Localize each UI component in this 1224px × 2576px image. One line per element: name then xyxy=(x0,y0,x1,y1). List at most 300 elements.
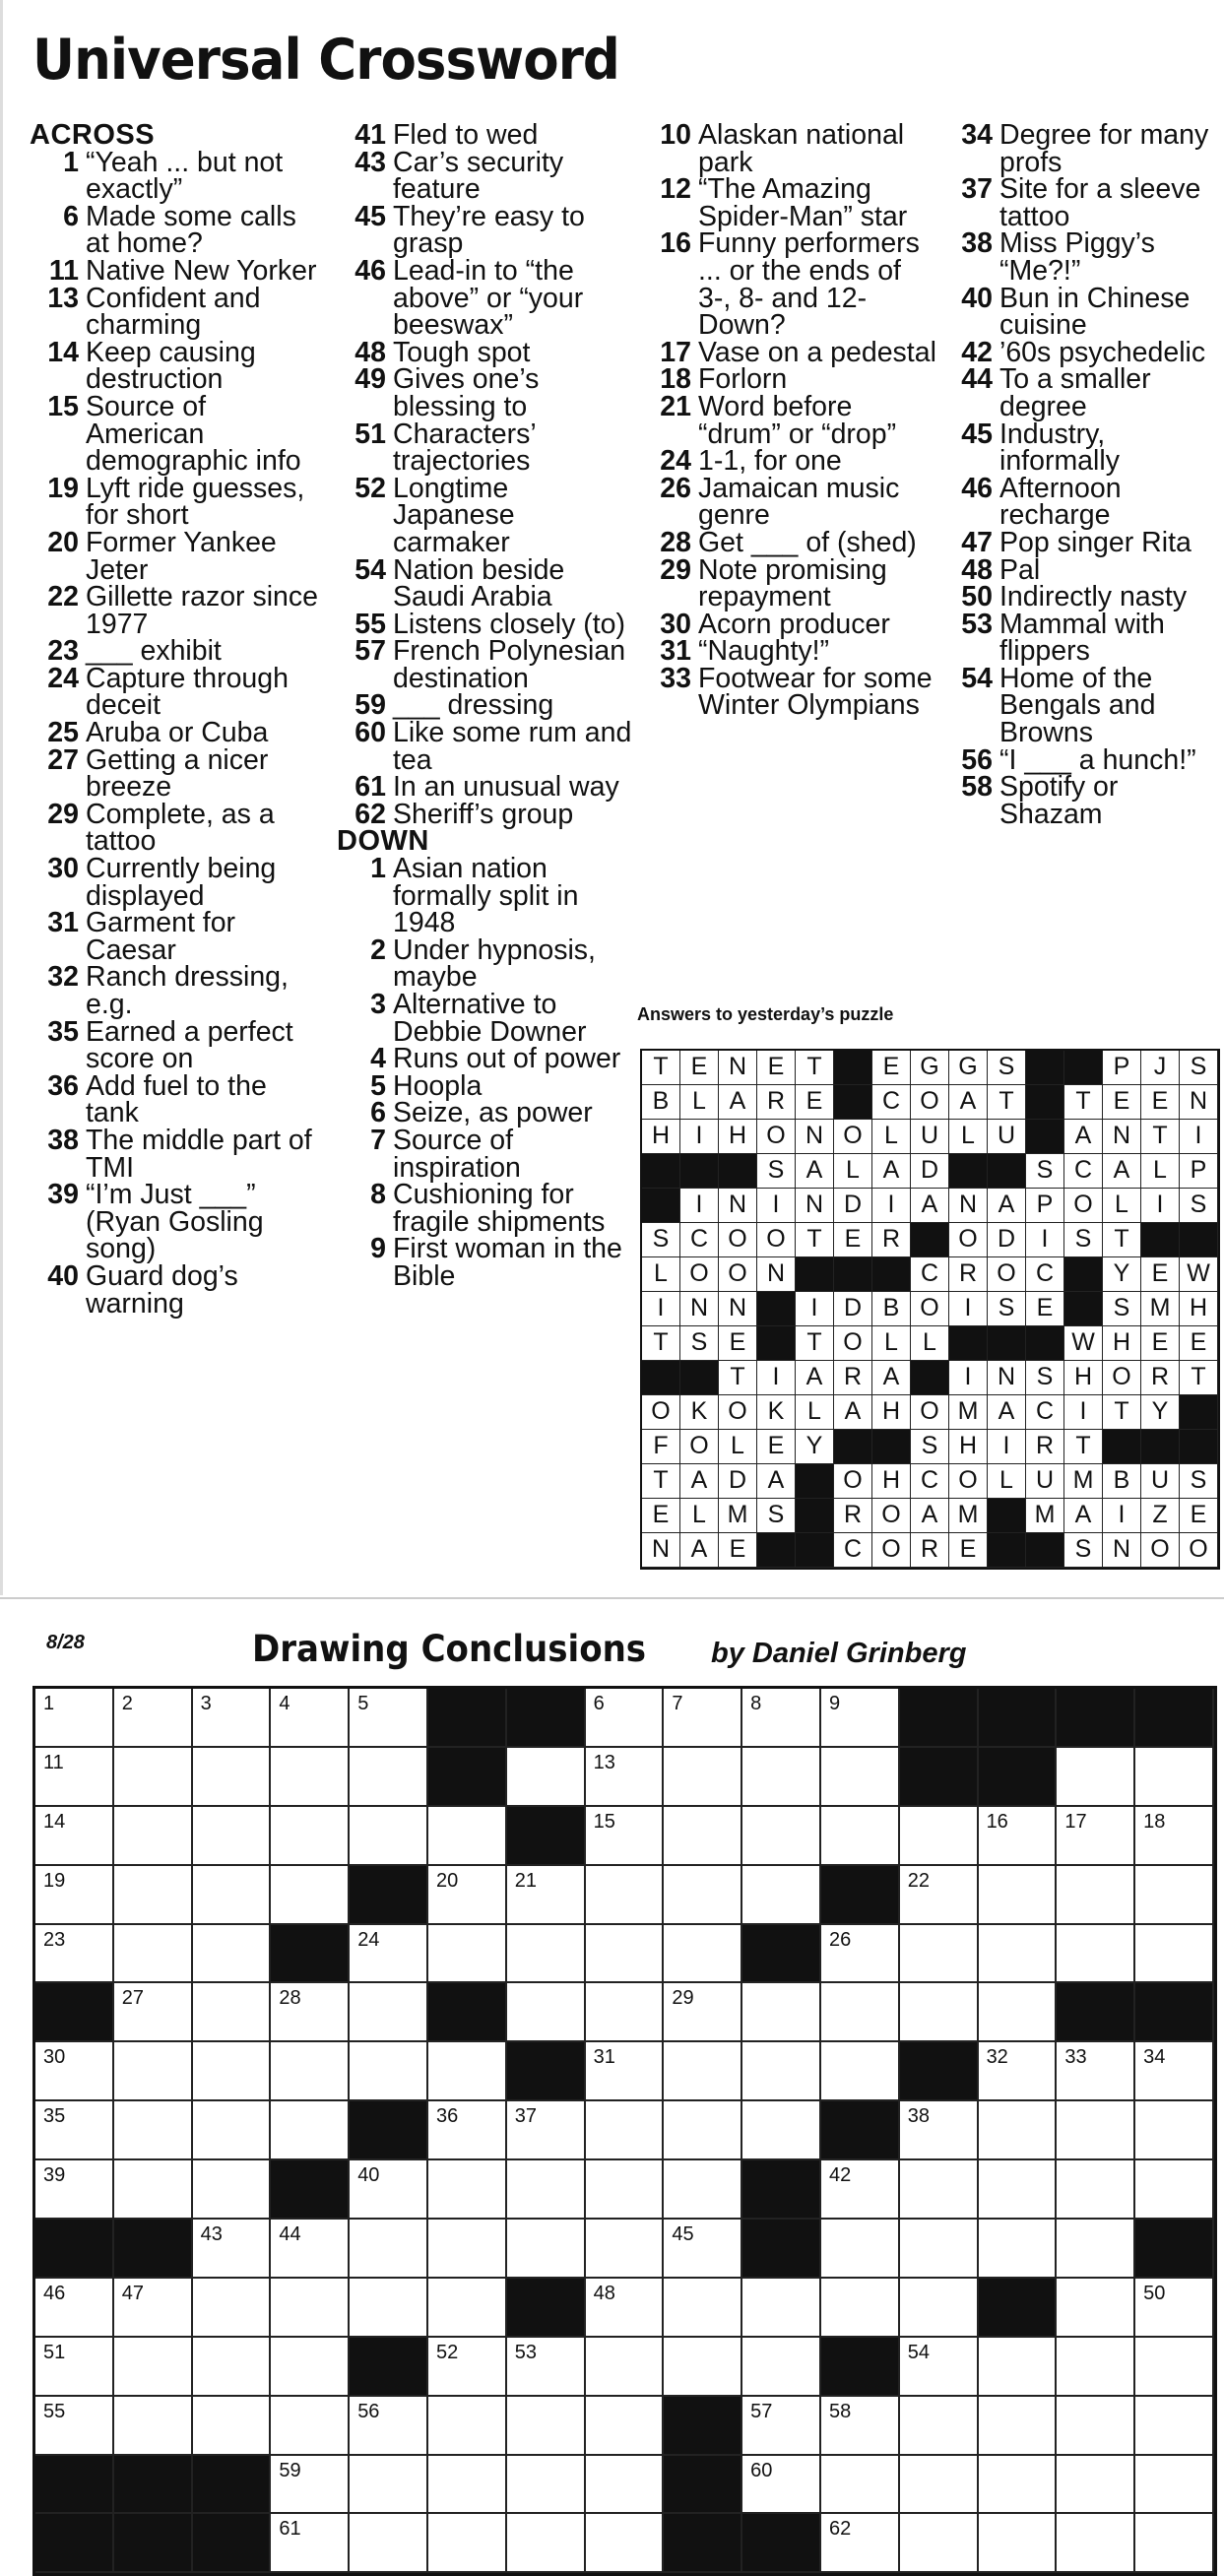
clue-item[interactable] xyxy=(943,553,1221,586)
grid-square[interactable] xyxy=(114,1983,193,2042)
clue-item[interactable] xyxy=(337,146,632,206)
grid-square[interactable] xyxy=(821,2220,900,2279)
grid-square[interactable] xyxy=(428,2338,507,2397)
clue-item[interactable] xyxy=(337,771,632,804)
grid-square[interactable] xyxy=(1135,1925,1214,1984)
grid-square[interactable] xyxy=(193,1807,272,1866)
black-square xyxy=(271,2160,350,2220)
clue-item[interactable] xyxy=(337,689,632,722)
clue-item[interactable] xyxy=(943,173,1221,232)
clue-item[interactable] xyxy=(642,472,937,532)
grid-square[interactable] xyxy=(507,2397,586,2456)
grid-square[interactable] xyxy=(193,1748,272,1807)
grid-square[interactable] xyxy=(900,2397,979,2456)
grid-square[interactable] xyxy=(507,2220,586,2279)
answer-letter: M xyxy=(1064,1464,1103,1499)
grid-square[interactable] xyxy=(586,2514,665,2573)
grid-square[interactable] xyxy=(900,1983,979,2042)
grid-square[interactable] xyxy=(586,1866,665,1925)
clue-item[interactable] xyxy=(642,119,937,178)
grid-square[interactable] xyxy=(821,2456,900,2515)
clue-item[interactable] xyxy=(30,1015,325,1075)
grid-square[interactable] xyxy=(114,1748,193,1807)
clue-item[interactable] xyxy=(337,1097,632,1129)
grid-square[interactable] xyxy=(507,2514,586,2573)
clue-item[interactable] xyxy=(337,1069,632,1102)
answer-black-square xyxy=(1026,1120,1064,1154)
grid-square[interactable] xyxy=(350,1983,428,2042)
grid-square[interactable] xyxy=(193,2042,272,2101)
grid-square[interactable] xyxy=(35,2397,114,2456)
clue-item[interactable] xyxy=(337,853,632,939)
grid-square[interactable] xyxy=(900,1807,979,1866)
clue-item[interactable] xyxy=(30,907,325,966)
clue-item[interactable] xyxy=(642,445,937,478)
grid-square[interactable] xyxy=(1135,2101,1214,2160)
grid-square[interactable] xyxy=(979,1866,1058,1925)
grid-square[interactable] xyxy=(271,2279,350,2338)
grid-square[interactable] xyxy=(900,2514,979,2573)
grid-square[interactable] xyxy=(821,2160,900,2220)
grid-square[interactable] xyxy=(1057,2456,1135,2515)
grid-square[interactable] xyxy=(35,1925,114,1984)
clue-item[interactable] xyxy=(30,853,325,912)
clue-item[interactable] xyxy=(337,989,632,1048)
grid-square[interactable] xyxy=(742,2042,821,2101)
grid-square[interactable] xyxy=(507,2160,586,2220)
grid-square[interactable] xyxy=(979,2397,1058,2456)
grid-square[interactable] xyxy=(586,1925,665,1984)
clue-item[interactable] xyxy=(943,363,1221,422)
clue-item[interactable] xyxy=(642,390,937,450)
clue-item[interactable] xyxy=(337,1043,632,1075)
grid-square[interactable] xyxy=(1057,2042,1135,2101)
clue-number: 25 xyxy=(47,717,79,749)
grid-square[interactable] xyxy=(350,2397,428,2456)
grid-square[interactable] xyxy=(742,2456,821,2515)
clue-item[interactable] xyxy=(30,581,325,640)
grid-square[interactable] xyxy=(1135,2160,1214,2220)
answer-letter: O xyxy=(834,1120,872,1154)
grid-square[interactable] xyxy=(900,2160,979,2220)
clue-number: 1 xyxy=(63,146,79,178)
grid-square[interactable] xyxy=(900,2338,979,2397)
grid-square[interactable] xyxy=(193,2397,272,2456)
grid-square[interactable] xyxy=(586,2397,665,2456)
clue-item[interactable] xyxy=(642,227,937,342)
grid-square[interactable] xyxy=(1135,1748,1214,1807)
grid-square[interactable] xyxy=(586,2279,665,2338)
grid-square[interactable] xyxy=(35,2042,114,2101)
grid-square[interactable] xyxy=(193,1983,272,2042)
clue-text: Degree for many profs xyxy=(999,119,1209,178)
clue-item[interactable] xyxy=(30,526,325,586)
clue-number: 24 xyxy=(47,662,79,694)
grid-square[interactable] xyxy=(114,2279,193,2338)
answer-letter: O xyxy=(719,1257,757,1292)
grid-square[interactable] xyxy=(114,2338,193,2397)
clue-item[interactable] xyxy=(30,146,325,206)
clue-item[interactable] xyxy=(30,390,325,478)
grid-square[interactable] xyxy=(664,2220,742,2279)
clue-item[interactable] xyxy=(943,336,1221,368)
black-square xyxy=(350,2101,428,2160)
grid-square[interactable] xyxy=(428,1925,507,1984)
grid-square[interactable] xyxy=(350,2514,428,2573)
clue-item[interactable] xyxy=(642,336,937,368)
grid-square[interactable] xyxy=(1057,1748,1135,1807)
grid-square[interactable] xyxy=(193,2279,272,2338)
grid-square[interactable] xyxy=(350,2456,428,2515)
grid-square[interactable] xyxy=(1057,1925,1135,1984)
clue-item[interactable] xyxy=(943,743,1221,776)
grid-square[interactable] xyxy=(586,1689,665,1748)
answer-black-square xyxy=(680,1361,719,1395)
clue-item[interactable] xyxy=(337,1124,632,1184)
grid-square[interactable] xyxy=(821,1748,900,1807)
clue-item[interactable] xyxy=(30,717,325,749)
clue-item[interactable] xyxy=(337,608,632,640)
grid-square[interactable] xyxy=(979,2338,1058,2397)
black-square xyxy=(664,2456,742,2515)
clue-item[interactable] xyxy=(337,635,632,694)
grid-square[interactable] xyxy=(586,2338,665,2397)
grid-square[interactable] xyxy=(350,2220,428,2279)
grid-square[interactable] xyxy=(586,2160,665,2220)
grid-square[interactable] xyxy=(664,1983,742,2042)
clue-item[interactable] xyxy=(337,200,632,260)
answer-letter: A xyxy=(988,1395,1026,1430)
grid-square[interactable] xyxy=(742,1689,821,1748)
grid-square[interactable] xyxy=(114,2397,193,2456)
grid-square[interactable] xyxy=(979,2456,1058,2515)
clue-item[interactable] xyxy=(30,282,325,342)
grid-square[interactable] xyxy=(507,2456,586,2515)
clue-item[interactable] xyxy=(943,418,1221,478)
grid-square[interactable] xyxy=(350,1925,428,1984)
grid-square[interactable] xyxy=(586,1748,665,1807)
clue-item[interactable] xyxy=(337,418,632,478)
grid-square[interactable] xyxy=(428,2514,507,2573)
puzzle-date: 8/28 xyxy=(46,1632,85,1653)
grid-square[interactable] xyxy=(1135,1866,1214,1925)
grid-square[interactable] xyxy=(428,1866,507,1925)
grid-square[interactable] xyxy=(664,1689,742,1748)
grid-square[interactable] xyxy=(114,1925,193,1984)
square-number: 19 xyxy=(43,1869,66,1892)
black-square xyxy=(664,2514,742,2573)
grid-square[interactable] xyxy=(507,1748,586,1807)
answer-letter: A xyxy=(949,1085,988,1120)
grid-square[interactable] xyxy=(350,2279,428,2338)
grid-square[interactable] xyxy=(742,2101,821,2160)
clue-text: “I’m Just ___” (Ryan Gosling song) xyxy=(86,1179,264,1265)
answer-letter: E xyxy=(834,1223,872,1257)
grid-square[interactable] xyxy=(586,2220,665,2279)
grid-square[interactable] xyxy=(1135,2397,1214,2456)
grid-square[interactable] xyxy=(664,1925,742,1984)
grid-square[interactable] xyxy=(979,1925,1058,1984)
grid-square[interactable] xyxy=(900,1866,979,1925)
grid-square[interactable] xyxy=(664,2101,742,2160)
clue-number: 15 xyxy=(47,390,79,422)
clue-item[interactable] xyxy=(642,526,937,558)
grid-square[interactable] xyxy=(271,2101,350,2160)
grid-square[interactable] xyxy=(193,2338,272,2397)
grid-square[interactable] xyxy=(271,1748,350,1807)
grid-square[interactable] xyxy=(428,2456,507,2515)
clue-item[interactable] xyxy=(943,662,1221,749)
grid-square[interactable] xyxy=(586,1807,665,1866)
grid-square[interactable] xyxy=(1057,2397,1135,2456)
grid-square[interactable] xyxy=(271,1866,350,1925)
grid-square[interactable] xyxy=(114,2101,193,2160)
grid-square[interactable] xyxy=(35,2338,114,2397)
grid-square[interactable] xyxy=(979,1983,1058,2042)
clue-item[interactable] xyxy=(30,1259,325,1320)
grid-square[interactable] xyxy=(193,1689,272,1748)
grid-square[interactable] xyxy=(428,2101,507,2160)
clue-item[interactable] xyxy=(943,581,1221,613)
grid-square[interactable] xyxy=(664,1807,742,1866)
grid-square[interactable] xyxy=(271,1983,350,2042)
crossword-grid[interactable] xyxy=(32,1686,1217,2576)
grid-square[interactable] xyxy=(979,2514,1058,2573)
grid-square[interactable] xyxy=(742,1807,821,1866)
clue-item[interactable] xyxy=(337,553,632,613)
clue-item[interactable] xyxy=(30,254,325,287)
clue-number: 13 xyxy=(47,282,79,314)
grid-square[interactable] xyxy=(350,1689,428,1748)
grid-square[interactable] xyxy=(742,2397,821,2456)
clue-item[interactable] xyxy=(943,526,1221,558)
grid-square[interactable] xyxy=(271,2042,350,2101)
clue-item[interactable] xyxy=(943,282,1221,342)
grid-square[interactable] xyxy=(821,2042,900,2101)
clue-item[interactable] xyxy=(30,336,325,396)
grid-square[interactable] xyxy=(271,2456,350,2515)
grid-square[interactable] xyxy=(742,2338,821,2397)
clue-item[interactable] xyxy=(642,662,937,722)
grid-square[interactable] xyxy=(193,1925,272,1984)
grid-square[interactable] xyxy=(114,2160,193,2220)
clue-item[interactable] xyxy=(30,798,325,858)
grid-square[interactable] xyxy=(428,2220,507,2279)
grid-square[interactable] xyxy=(821,1689,900,1748)
grid-square[interactable] xyxy=(35,2101,114,2160)
clue-item[interactable] xyxy=(943,119,1221,178)
grid-square[interactable] xyxy=(979,2042,1058,2101)
answer-letter: L xyxy=(949,1120,988,1154)
clue-item[interactable] xyxy=(642,608,937,640)
answer-letter: O xyxy=(949,1223,988,1257)
grid-square[interactable] xyxy=(1135,2456,1214,2515)
grid-square[interactable] xyxy=(114,1866,193,1925)
grid-square[interactable] xyxy=(1057,2160,1135,2220)
grid-square[interactable] xyxy=(821,2279,900,2338)
grid-square[interactable] xyxy=(979,2101,1058,2160)
clue-item[interactable] xyxy=(337,934,632,994)
clue-item[interactable] xyxy=(30,1069,325,1129)
grid-square[interactable] xyxy=(35,1807,114,1866)
grid-square[interactable] xyxy=(271,2514,350,2573)
grid-square[interactable] xyxy=(1057,2279,1135,2338)
clue-text: Gives one’s blessing to xyxy=(393,363,540,422)
clue-item[interactable] xyxy=(943,771,1221,830)
clue-item[interactable] xyxy=(30,1124,325,1184)
grid-square[interactable] xyxy=(507,1925,586,1984)
grid-square[interactable] xyxy=(664,1748,742,1807)
grid-square[interactable] xyxy=(742,1748,821,1807)
grid-square[interactable] xyxy=(271,2397,350,2456)
answer-letter: S xyxy=(1064,1223,1103,1257)
grid-square[interactable] xyxy=(193,2101,272,2160)
answer-letter: T xyxy=(1141,1120,1180,1154)
grid-square[interactable] xyxy=(114,1807,193,1866)
grid-square[interactable] xyxy=(979,2160,1058,2220)
grid-square[interactable] xyxy=(664,2338,742,2397)
clue-item[interactable] xyxy=(337,472,632,558)
grid-square[interactable] xyxy=(428,2160,507,2220)
grid-square[interactable] xyxy=(193,2220,272,2279)
grid-square[interactable] xyxy=(428,2279,507,2338)
grid-square[interactable] xyxy=(507,1983,586,2042)
clue-item[interactable] xyxy=(337,336,632,368)
grid-square[interactable] xyxy=(664,1866,742,1925)
grid-square[interactable] xyxy=(742,1983,821,2042)
answer-letter: N xyxy=(1103,1120,1141,1154)
clue-item[interactable] xyxy=(943,608,1221,668)
grid-square[interactable] xyxy=(193,2160,272,2220)
grid-square[interactable] xyxy=(979,2220,1058,2279)
grid-square[interactable] xyxy=(507,2101,586,2160)
grid-square[interactable] xyxy=(1057,2338,1135,2397)
clue-item[interactable] xyxy=(943,227,1221,287)
grid-square[interactable] xyxy=(350,1807,428,1866)
answer-black-square xyxy=(834,1051,872,1085)
grid-square[interactable] xyxy=(1057,2514,1135,2573)
grid-square[interactable] xyxy=(586,1983,665,2042)
grid-square[interactable] xyxy=(900,2456,979,2515)
clue-item[interactable] xyxy=(337,119,632,151)
grid-square[interactable] xyxy=(428,2042,507,2101)
grid-square[interactable] xyxy=(900,2279,979,2338)
grid-square[interactable] xyxy=(586,2101,665,2160)
grid-square[interactable] xyxy=(664,2042,742,2101)
grid-square[interactable] xyxy=(35,1689,114,1748)
clue-item[interactable] xyxy=(337,798,632,830)
grid-square[interactable] xyxy=(1135,1807,1214,1866)
clue-item[interactable] xyxy=(30,635,325,668)
grid-square[interactable] xyxy=(742,2279,821,2338)
grid-square[interactable] xyxy=(350,1748,428,1807)
grid-square[interactable] xyxy=(507,1866,586,1925)
clue-item[interactable] xyxy=(337,363,632,422)
grid-square[interactable] xyxy=(821,1983,900,2042)
grid-square[interactable] xyxy=(900,2220,979,2279)
grid-square[interactable] xyxy=(1057,1807,1135,1866)
clue-item[interactable] xyxy=(642,635,937,668)
grid-square[interactable] xyxy=(821,1807,900,1866)
grid-square[interactable] xyxy=(1135,2042,1214,2101)
grid-square[interactable] xyxy=(1057,2220,1135,2279)
grid-square[interactable] xyxy=(664,2279,742,2338)
grid-square[interactable] xyxy=(428,1807,507,1866)
clue-item[interactable] xyxy=(337,254,632,342)
clue-item[interactable] xyxy=(642,363,937,396)
grid-square[interactable] xyxy=(1135,2338,1214,2397)
grid-square[interactable] xyxy=(507,2338,586,2397)
grid-square[interactable] xyxy=(1135,2279,1214,2338)
answer-letter: H xyxy=(719,1120,757,1154)
grid-square[interactable] xyxy=(1057,1866,1135,1925)
clue-number: 53 xyxy=(961,608,993,640)
grid-square[interactable] xyxy=(35,2160,114,2220)
grid-square[interactable] xyxy=(1135,2514,1214,2573)
grid-square[interactable] xyxy=(350,2042,428,2101)
grid-square[interactable] xyxy=(193,1866,272,1925)
answer-letter: O xyxy=(1141,1533,1180,1568)
grid-square[interactable] xyxy=(821,2514,900,2573)
grid-square[interactable] xyxy=(742,1866,821,1925)
grid-square[interactable] xyxy=(114,1689,193,1748)
clue-text: ___ exhibit xyxy=(86,635,222,668)
grid-square[interactable] xyxy=(35,1866,114,1925)
clue-text: Under hypnosis, maybe xyxy=(393,934,596,994)
clue-item[interactable] xyxy=(30,662,325,722)
grid-square[interactable] xyxy=(900,2101,979,2160)
grid-square[interactable] xyxy=(35,2279,114,2338)
clue-number: 59 xyxy=(354,689,386,722)
grid-square[interactable] xyxy=(428,2397,507,2456)
grid-square[interactable] xyxy=(664,2160,742,2220)
clue-text: Word before “drum” or “drop” xyxy=(698,390,897,450)
grid-square[interactable] xyxy=(979,1807,1058,1866)
grid-square[interactable] xyxy=(35,1748,114,1807)
grid-square[interactable] xyxy=(586,2042,665,2101)
grid-square[interactable] xyxy=(271,1807,350,1866)
clue-item[interactable] xyxy=(337,1179,632,1238)
answer-black-square xyxy=(1180,1430,1218,1464)
clue-item[interactable] xyxy=(642,173,937,232)
grid-square[interactable] xyxy=(114,2042,193,2101)
grid-square[interactable] xyxy=(271,1689,350,1748)
clue-item[interactable] xyxy=(30,743,325,804)
clue-item[interactable] xyxy=(30,1179,325,1265)
grid-square[interactable] xyxy=(900,1925,979,1984)
grid-square[interactable] xyxy=(586,2456,665,2515)
answer-letter: O xyxy=(642,1395,680,1430)
answer-letter: A xyxy=(757,1464,796,1499)
clue-item[interactable] xyxy=(337,1233,632,1292)
clue-item[interactable] xyxy=(943,472,1221,532)
grid-square[interactable] xyxy=(1057,2101,1135,2160)
grid-square[interactable] xyxy=(271,2338,350,2397)
grid-square[interactable] xyxy=(271,2220,350,2279)
clue-item[interactable] xyxy=(337,717,632,776)
clue-item[interactable] xyxy=(642,553,937,613)
grid-square[interactable] xyxy=(350,2160,428,2220)
grid-square[interactable] xyxy=(821,2397,900,2456)
square-number: 37 xyxy=(514,2105,538,2128)
clue-item[interactable] xyxy=(30,472,325,532)
clue-number: 36 xyxy=(47,1069,79,1102)
clue-item[interactable] xyxy=(30,200,325,260)
black-square xyxy=(193,2514,272,2573)
grid-square[interactable] xyxy=(821,1925,900,1984)
answer-letter: I xyxy=(1064,1395,1103,1430)
clue-item[interactable] xyxy=(30,961,325,1020)
